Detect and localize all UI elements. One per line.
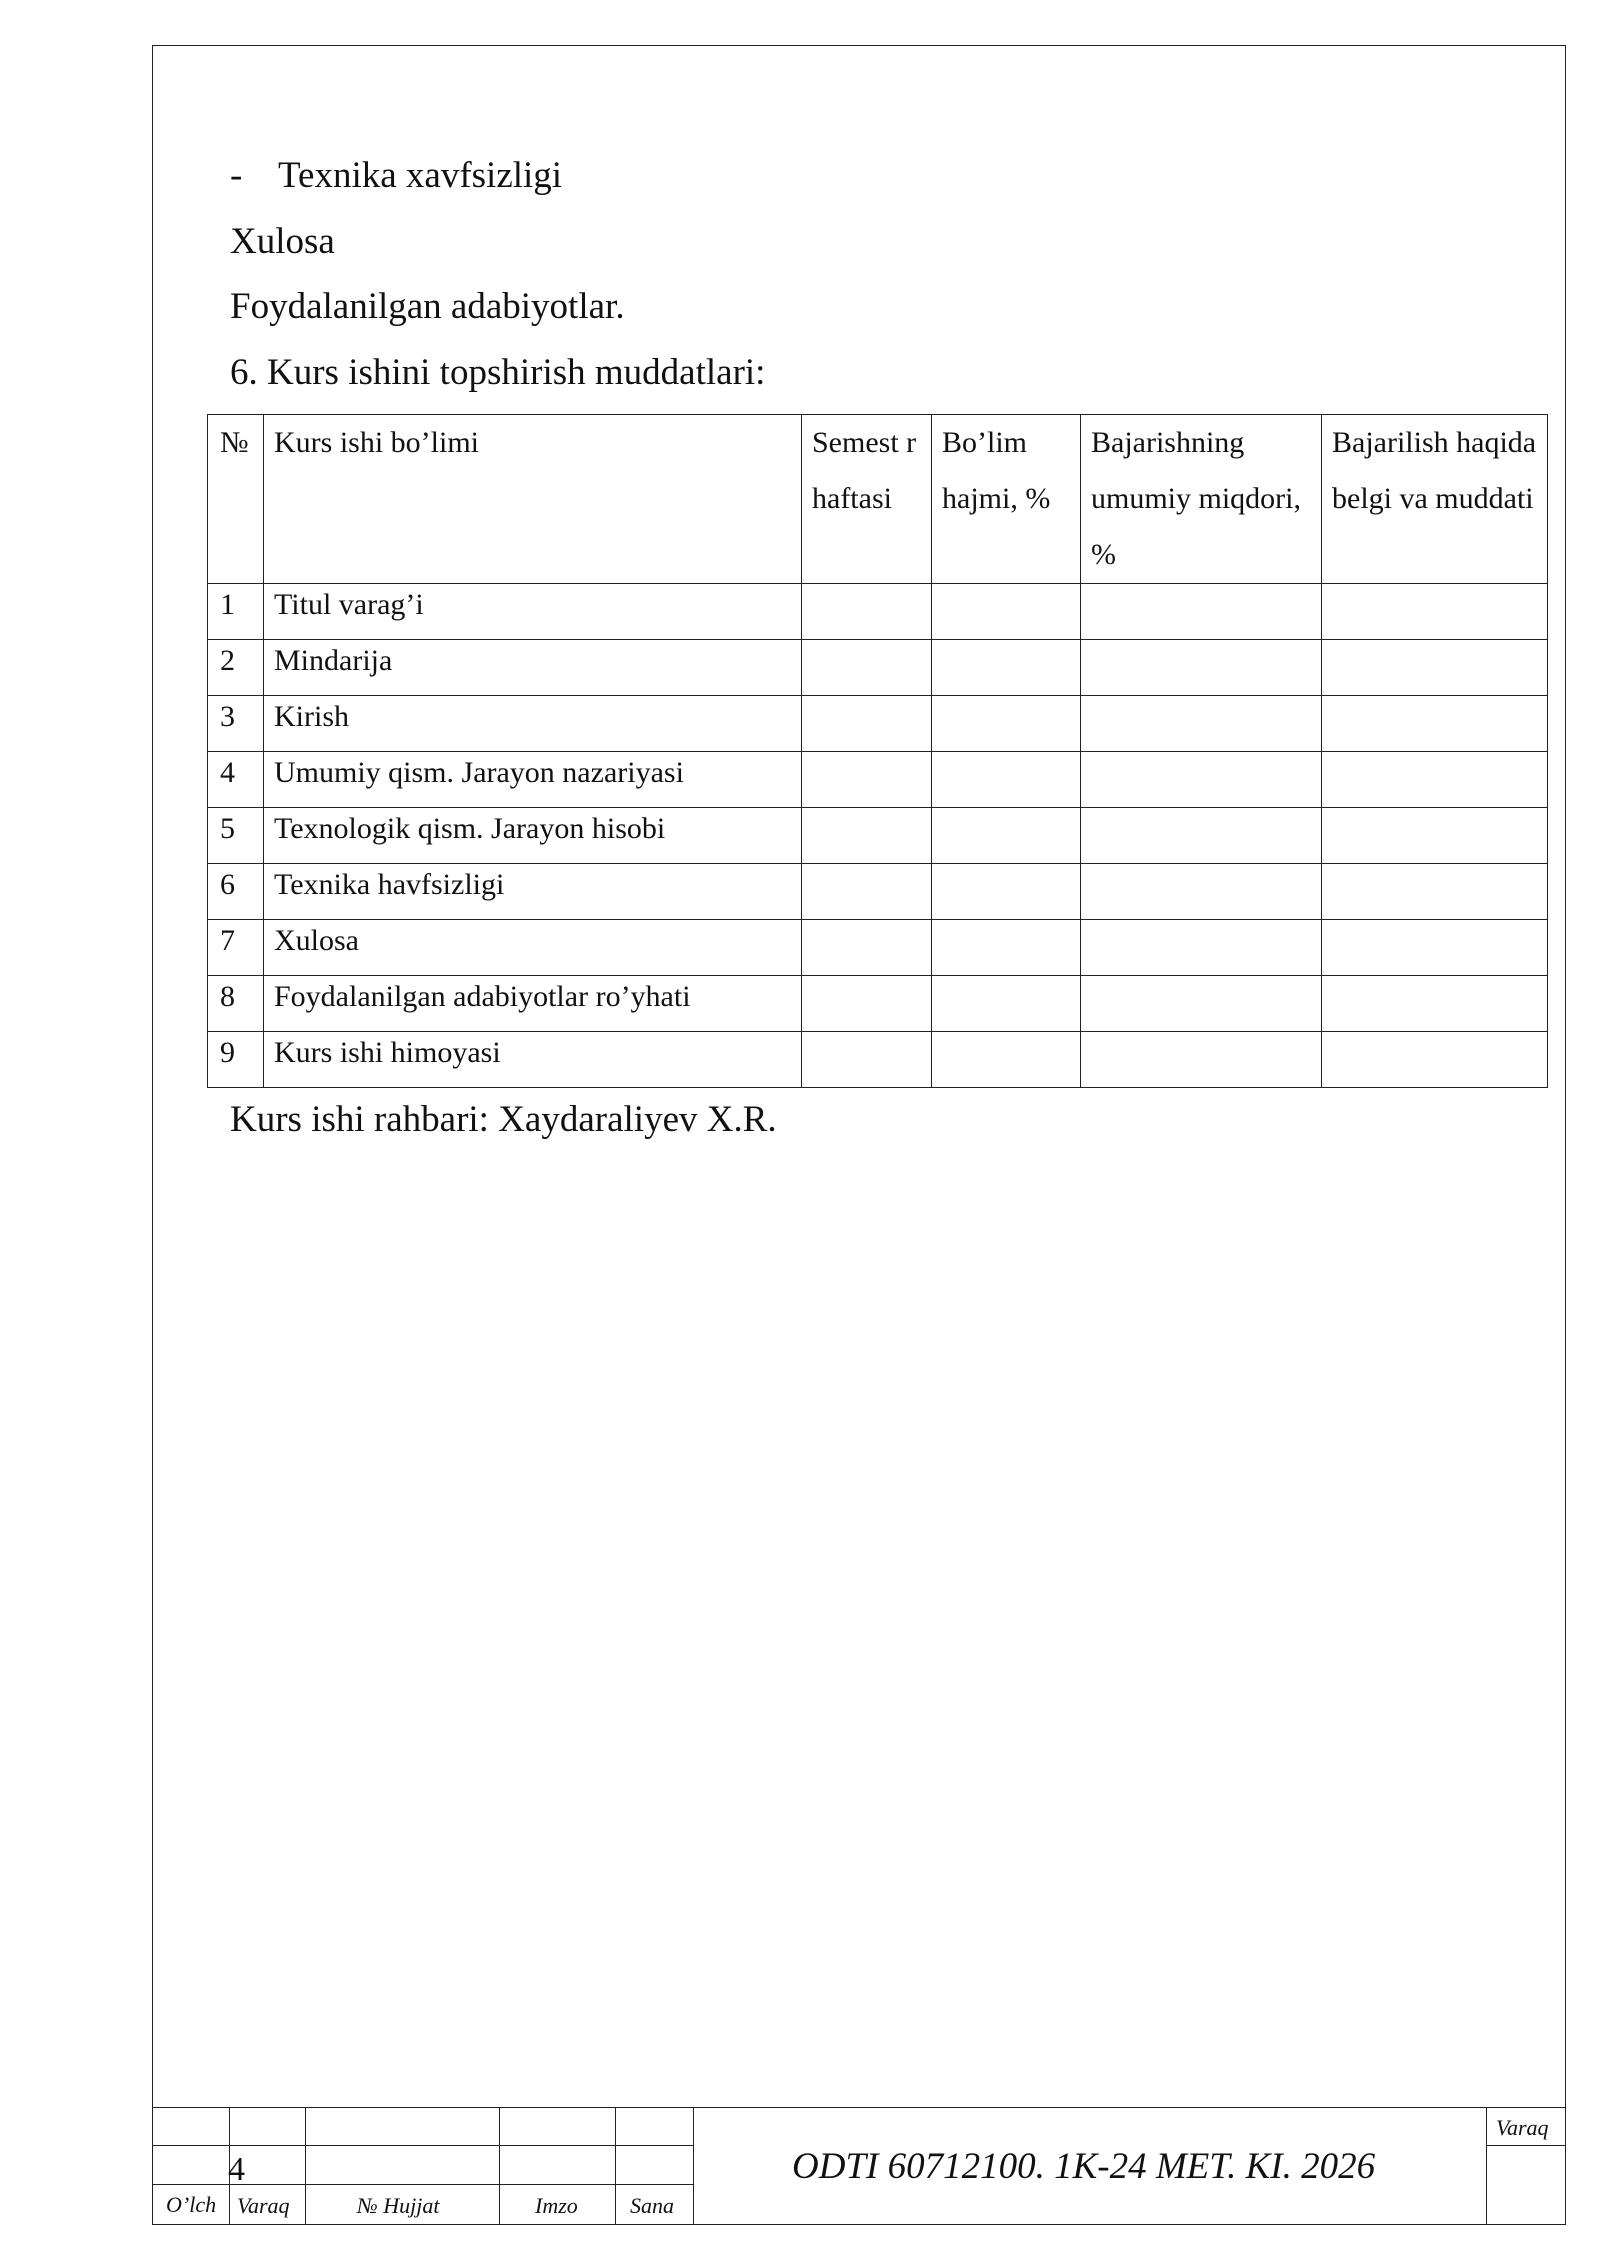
cell-empty [932, 696, 1081, 752]
supervisor-line: Kurs ishi rahbari: Xaydaraliyev X.R. [230, 1099, 777, 1140]
cell-empty [802, 640, 932, 696]
cell-empty [1322, 752, 1548, 808]
cell-empty [1322, 1032, 1548, 1088]
cell-empty [1081, 864, 1322, 920]
stamp-sheet-number: 4 [228, 2151, 245, 2188]
cell-empty [1081, 640, 1322, 696]
cell-empty [802, 584, 932, 640]
cell-empty [1081, 1032, 1322, 1088]
cell-empty [1322, 864, 1548, 920]
table-row [208, 752, 1548, 808]
stamp-label-hujjat: № Hujjat [357, 2193, 440, 2218]
list-item-text: Texnika xavfsizligi [278, 155, 563, 196]
cell-empty [932, 864, 1081, 920]
cell-empty [932, 920, 1081, 976]
cell-empty [1322, 696, 1548, 752]
document-code: ODTI 60712100. 1K-24 MET. KI. 2026 [792, 2146, 1376, 2187]
stamp-divider [615, 2107, 616, 2225]
cell-empty [1322, 640, 1548, 696]
stamp-label-olch: O’lch [166, 2192, 217, 2217]
cell-empty [802, 1032, 932, 1088]
cell-empty [932, 808, 1081, 864]
stamp-divider [693, 2107, 694, 2225]
row-section: Umumiy qism. Jarayon nazariyasi [264, 752, 802, 808]
cell-empty [1322, 920, 1548, 976]
list-item-safety [230, 157, 562, 194]
cell-empty [802, 976, 932, 1032]
cell-empty [802, 920, 932, 976]
cell-empty [932, 976, 1081, 1032]
list-item-literature: Foydalanilgan adabiyotlar. [230, 286, 625, 327]
stamp-rule [152, 2145, 693, 2146]
stamp-label-varaq-right: Varaq [1496, 2115, 1549, 2140]
row-number: 1 [208, 584, 264, 640]
row-section: Xulosa [264, 920, 802, 976]
table-row [208, 1032, 1548, 1088]
table-row [208, 640, 1548, 696]
row-section: Texnologik qism. Jarayon hisobi [264, 808, 802, 864]
stamp-label-sana: Sana [630, 2193, 674, 2218]
row-number: 4 [208, 752, 264, 808]
row-section: Foydalanilgan adabiyotlar ro’yhati [264, 976, 802, 1032]
cell-empty [932, 640, 1081, 696]
header-completion-mark: Bajarilish haqida belgi va muddati [1322, 415, 1548, 584]
row-section: Kirish [264, 696, 802, 752]
row-number: 3 [208, 696, 264, 752]
cell-empty [1081, 976, 1322, 1032]
row-section: Kurs ishi himoyasi [264, 1032, 802, 1088]
list-item-conclusion: Xulosa [230, 221, 335, 262]
table-row [208, 864, 1548, 920]
cell-empty [1322, 584, 1548, 640]
cell-empty [1081, 752, 1322, 808]
cell-empty [1081, 584, 1322, 640]
table-row [208, 696, 1548, 752]
cell-empty [802, 696, 932, 752]
table-row [208, 976, 1548, 1032]
title-block [152, 2107, 1566, 2225]
table-row [208, 584, 1548, 640]
row-number: 7 [208, 920, 264, 976]
stamp-divider [305, 2107, 306, 2225]
header-total-completion: Bajarishning umumiy miqdori, % [1081, 415, 1322, 584]
row-number: 8 [208, 976, 264, 1032]
list-dash: - [230, 155, 243, 196]
cell-empty [1322, 976, 1548, 1032]
cell-empty [802, 808, 932, 864]
cell-empty [1081, 808, 1322, 864]
cell-empty [802, 752, 932, 808]
header-section-volume: Bo’lim hajmi, % [932, 415, 1081, 584]
row-number: 9 [208, 1032, 264, 1088]
cell-empty [932, 1032, 1081, 1088]
stamp-label-varaq: Varaq [237, 2193, 290, 2218]
schedule-table [207, 414, 1548, 1088]
table-header-row [208, 415, 1548, 584]
row-section: Titul varag’i [264, 584, 802, 640]
table-row [208, 920, 1548, 976]
table-row [208, 808, 1548, 864]
stamp-top-rule [152, 2107, 1566, 2108]
stamp-label-imzo: Imzo [535, 2193, 578, 2218]
cell-empty [1081, 920, 1322, 976]
cell-empty [1081, 696, 1322, 752]
cell-empty [802, 864, 932, 920]
header-section: Kurs ishi bo’limi [264, 415, 802, 584]
header-number: № [208, 415, 264, 584]
section-heading: 6. Kurs ishini topshirish muddatlari: [230, 352, 766, 393]
row-number: 6 [208, 864, 264, 920]
header-semester-week: Semest r haftasi [802, 415, 932, 584]
row-number: 2 [208, 640, 264, 696]
cell-empty [932, 584, 1081, 640]
cell-empty [1322, 808, 1548, 864]
row-section: Texnika havfsizligi [264, 864, 802, 920]
row-section: Mindarija [264, 640, 802, 696]
cell-empty [932, 752, 1081, 808]
stamp-divider [499, 2107, 500, 2225]
row-number: 5 [208, 808, 264, 864]
